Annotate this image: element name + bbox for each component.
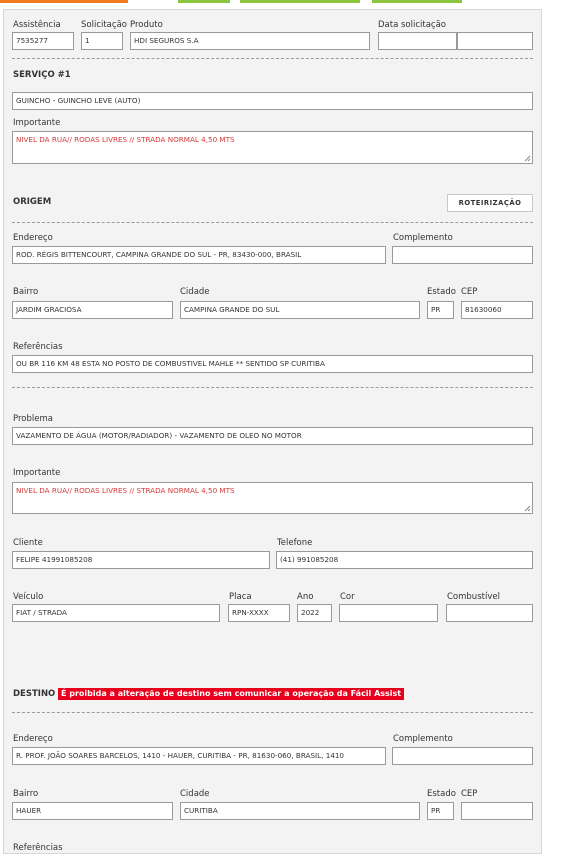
- placa-label: Placa: [229, 592, 252, 602]
- ano-label: Ano: [297, 592, 314, 602]
- destino-endereco-label: Endereço: [13, 734, 53, 744]
- origem-complemento-label: Complemento: [393, 233, 453, 243]
- problema-field[interactable]: VAZAMENTO DE ÁGUA (MOTOR/RADIADOR) - VAZAMENTO DE OLEO NO MOTOR: [12, 427, 533, 445]
- destino-bairro-label: Bairro: [13, 789, 39, 799]
- assistencia-field[interactable]: 7535277: [12, 32, 74, 50]
- destino-referencias-label: Referências: [13, 843, 63, 853]
- origem-complemento-field[interactable]: [392, 246, 533, 264]
- assistencia-label: Assistência: [13, 20, 61, 30]
- origem-cidade-field[interactable]: CAMPINA GRANDE DO SUL: [180, 301, 420, 319]
- destino-endereco-field[interactable]: R. PROF. JOÃO SOARES BARCELOS, 1410 - HAUER, CURITIBA - PR, 81630-060, BRASIL, 1410: [12, 747, 386, 765]
- veiculo-field[interactable]: FIAT / STRADA: [12, 604, 220, 622]
- origem-cep-field[interactable]: 81630060: [461, 301, 533, 319]
- divider: [12, 712, 533, 713]
- divider: [12, 387, 533, 388]
- problema-importante-text: NIVEL DA RUA// RODAS LIVRES // STRADA NORMAL 4,50 MTS: [16, 486, 235, 495]
- destino-bairro-field[interactable]: HAUER: [12, 802, 173, 820]
- combustivel-label: Combustível: [447, 592, 500, 602]
- solicitacao-label: Solicitação: [81, 20, 127, 30]
- origem-referencias-field[interactable]: OU BR 116 KM 48 ESTA NO POSTO DE COMBUSTIVEL MAHLE ** SENTIDO SP CURITIBA: [12, 355, 533, 373]
- origem-endereco-label: Endereço: [13, 233, 53, 243]
- combustivel-field[interactable]: [446, 604, 533, 622]
- origem-cidade-label: Cidade: [180, 287, 210, 297]
- produto-field[interactable]: HDI SEGUROS S.A: [130, 32, 370, 50]
- cliente-field[interactable]: FELIPE 41991085208: [12, 551, 270, 569]
- servico-importante-text: NIVEL DA RUA// RODAS LIVRES // STRADA NORMAL 4,50 MTS: [16, 135, 235, 144]
- cor-field[interactable]: [339, 604, 438, 622]
- origem-title: ORIGEM: [13, 197, 52, 207]
- telefone-label: Telefone: [277, 538, 313, 548]
- destino-cep-field[interactable]: [461, 802, 533, 820]
- telefone-field[interactable]: (41) 991085208: [276, 551, 533, 569]
- cor-label: Cor: [340, 592, 355, 602]
- top-accent-bar: [0, 0, 571, 3]
- problema-importante-label: Importante: [13, 468, 61, 478]
- servico-importante-label: Importante: [13, 118, 61, 128]
- servico-importante-textarea[interactable]: [12, 131, 533, 164]
- data-solicitacao-field[interactable]: [378, 32, 457, 50]
- origem-referencias-label: Referências: [13, 342, 63, 352]
- destino-cidade-field[interactable]: CURITIBA: [180, 802, 420, 820]
- origem-estado-field[interactable]: PR: [427, 301, 454, 319]
- destino-cep-label: CEP: [461, 789, 478, 799]
- servico-title: SERVIÇO #1: [13, 70, 71, 80]
- data-solicitacao-label: Data solicitação: [378, 20, 447, 30]
- resize-handle-icon[interactable]: [523, 504, 531, 512]
- problema-label: Problema: [13, 414, 53, 424]
- destino-estado-field[interactable]: PR: [427, 802, 454, 820]
- roteirizacao-button[interactable]: ROTEIRIZAÇÃO: [447, 194, 533, 212]
- divider: [12, 58, 533, 59]
- destino-complemento-label: Complemento: [393, 734, 453, 744]
- ano-field[interactable]: 2022: [297, 604, 332, 622]
- resize-handle-icon[interactable]: [523, 154, 531, 162]
- hora-solicitacao-field[interactable]: [457, 32, 533, 50]
- top-accent-green-3: [372, 0, 462, 3]
- destino-title: DESTINO: [13, 689, 56, 699]
- placa-field[interactable]: RPN-XXXX: [228, 604, 290, 622]
- cliente-label: Cliente: [13, 538, 43, 548]
- top-accent-green-2: [240, 0, 360, 3]
- origem-endereco-field[interactable]: ROD. RÉGIS BITTENCOURT, CAMPINA GRANDE DO SUL - PR, 83430-000, BRASIL: [12, 246, 386, 264]
- produto-label: Produto: [130, 20, 163, 30]
- origem-estado-label: Estado: [427, 287, 456, 297]
- top-accent-orange: [0, 0, 128, 3]
- destino-warning-badge: É proibida a alteração de destino sem comunicar a operação da Fácil Assist: [58, 688, 404, 700]
- problema-importante-textarea[interactable]: [12, 482, 533, 514]
- origem-bairro-field[interactable]: JARDIM GRACIOSA: [12, 301, 173, 319]
- destino-estado-label: Estado: [427, 789, 456, 799]
- veiculo-label: Veículo: [13, 592, 44, 602]
- divider: [12, 222, 533, 223]
- top-accent-green-1: [178, 0, 230, 3]
- destino-cidade-label: Cidade: [180, 789, 210, 799]
- solicitacao-field[interactable]: 1: [81, 32, 123, 50]
- origem-cep-label: CEP: [461, 287, 478, 297]
- right-margin: [542, 9, 571, 849]
- servico-tipo-field[interactable]: GUINCHO - GUINCHO LEVE (AUTO): [12, 92, 533, 110]
- service-form-panel: [3, 9, 542, 854]
- origem-bairro-label: Bairro: [13, 287, 39, 297]
- destino-complemento-field[interactable]: [392, 747, 533, 765]
